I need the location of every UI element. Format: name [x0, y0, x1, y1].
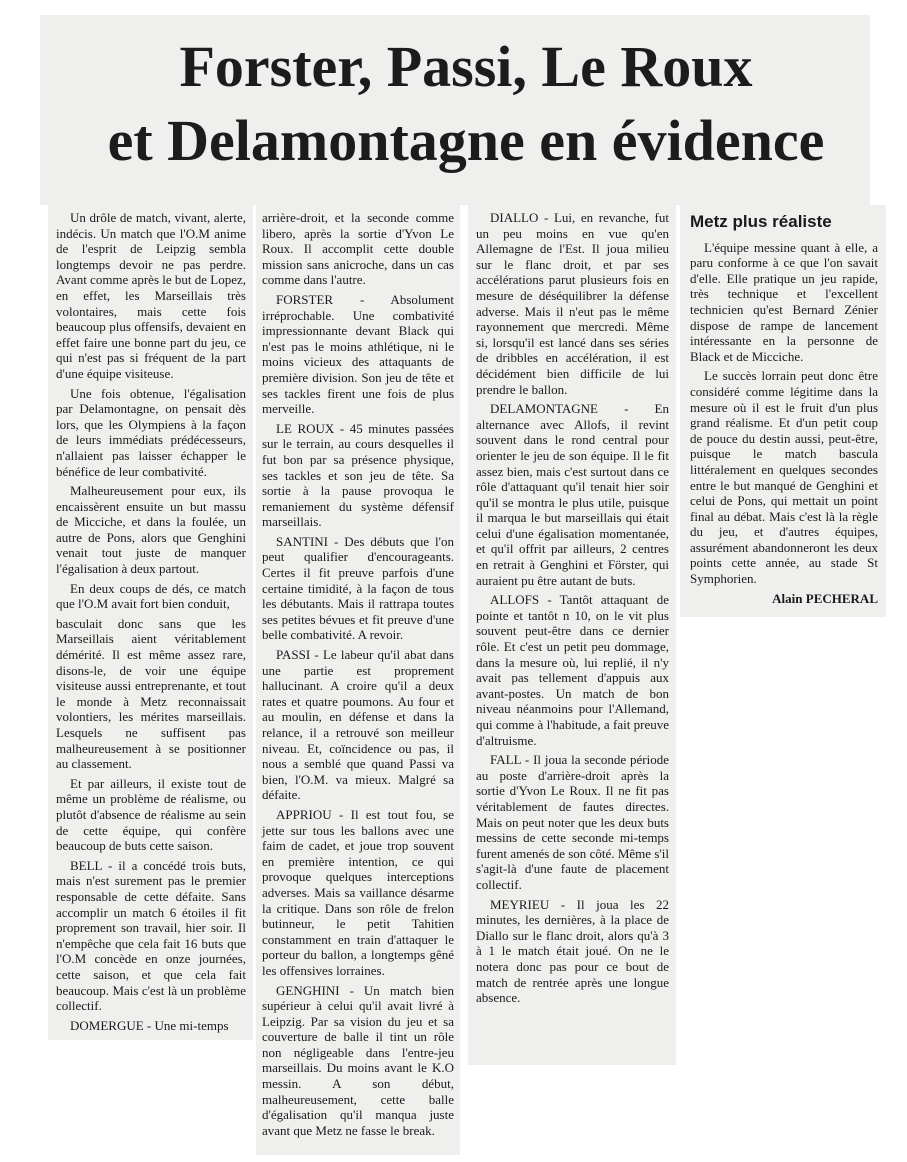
headline-line-2: et Delamontagne en évidence [107, 108, 825, 173]
paragraph: LE ROUX - 45 minutes passées sur le terrain, au cours desquelles il fut bon par sa présence physique, ses tackles et son jeu de tête. Sa sortie à la pause provoqua le remaniement du système défensif marseillais. [262, 420, 454, 530]
paragraph: Un drôle de match, vivant, alerte, indécis. Un match que l'O.M anime de l'esprit de Leipzig sembla longtemps devoir ne pas perdre. Avant comme après le but de Lopez, en effet, les Marseillais très volontaires, mais cette fois beaucoup plus offensifs, devaient en effet faire une bonne part du jeu, ce qui n'est pas si fréquent de la part d'une équipe visiteuse. [56, 210, 246, 381]
paragraph: arrière-droit, et la seconde comme libero, après la sortie d'Yvon Le Roux. Il accomplit cette double mission sans anicroche, dans un cas comme dans l'autre. [262, 210, 454, 288]
paragraph: MEYRIEU - Il joua les 22 minutes, les dernières, à la place de Diallo sur le flanc droit, alors qu'à 3 à 1 le match était joué. On ne le notera donc pas pour ce bout de match de rentrée après une longue absence. [476, 896, 669, 1006]
paragraph: Et par ailleurs, il existe tout de même un problème de réalisme, ou plutôt d'absence de réalisme au sein de cette équipe, qui confère beaucoup de buts cette saison. [56, 775, 246, 854]
paragraph: GENGHINI - Un match bien supérieur à celui qu'il avait livré à Leipzig. Par sa vision du jeu et sa couverture de balle il tint un rôle non négligeable dans l'entre-jeu marseillais. Du moins avant le K.O messin. A son début, malheureusement, cette balle d'égalisation qu'il manqua juste avant que Metz ne fasse le break. [262, 982, 454, 1138]
headline-line-1: Forster, Passi, Le Roux [179, 34, 753, 99]
paragraph: Malheureusement pour eux, ils encaissèrent ensuite un but massu de Micciche, et dans la foulée, un autre de Pons, alors que Genghini venait tout juste de manquer l'égalisation à deux partout. [56, 483, 246, 577]
paragraph: PASSI - Le labeur qu'il abat dans une partie est proprement hallucinant. A croire qu'il a deux rates et quatre poumons. Au four et au moulin, en défense et dans la relance, il a retrouvé son meilleur niveau. Et, coïncidence ou pas, il nous a semblé que quand Passi va bien, l'O.M. va mieux. Malgré sa défaite. [262, 647, 454, 803]
paragraph: FALL - Il joua la seconde période au poste d'arrière-droit après la sortie d'Yvon Le Roux. Il ne fit pas véritablement de fautes directes. Mais on peut noter que les deux buts messins de cette seconde mi-temps furent amenés de son côté. Même s'il s'agit-là d'une faute de placement collectif. [476, 752, 669, 892]
paragraph: Une fois obtenue, l'égalisation par Delamontagne, on pensait dès lors, que les Olympiens à la façon de leurs immédiats prédécesseurs, n'allaient pas laisser échapper le bénéfice de leur combativité. [56, 385, 246, 479]
paragraph: BELL - il a concédé trois buts, mais n'est surement pas le premier responsable de cette défaite. Sans accomplir un match 6 étoiles il fit proprement son travail, hier soir. Il n'empêche que cela fait 16 buts que l'O.M concède en onze journées, cette saison, et que cela fait beaucoup. Mais c'est là un problème collectif. [56, 857, 246, 1014]
paragraph: FORSTER - Absolument irréprochable. Une combativité impressionnante devant Black qui n'est pas le moins athlétique, ni le moins vicieux des attaquants de première division. Son jeu de tête et ses tackles firent une fois de plus merveille. [262, 291, 454, 417]
paragraph: SANTINI - Des débuts que l'on peut qualifier d'encourageants. Certes il fit preuve parfois d'une certaine timidité, à la façon de tous les débutants. Mais il rattrapa toutes ses petites bévues et fit preuve d'une belle combativité. A revoir. [262, 533, 454, 643]
article-column-2 [262, 210, 454, 1142]
paragraph: APPRIOU - Il est tout fou, se jette sur tous les ballons avec une faim de cadet, et joue trop souvent en première intention, ce qui provoque quelques interceptions adverses. Mais sa vaillance désarme la critique. Dans son rôle de frelon butinneur, le petit Tahitien constamment en train d'attaquer le porteur du ballon, a longtemps gêné les offensives lorraines. [262, 806, 454, 978]
headline [56, 30, 876, 200]
paragraph: DOMERGUE - Une mi-temps [70, 1017, 229, 1033]
paragraph: En deux coups de dés, ce match que l'O.M avait fort bien conduit, [56, 580, 246, 612]
paragraph: ALLOFS - Tantôt attaquant de pointe et tantôt n 10, on le vit plus souvent peut-être dans ce dernier rôle. Et c'est un petit peu dommage, dans la mesure où, lui replié, il n'y avait pas tellement d'appuis aux avant-postes. Un match de bon niveau néanmoins pour l'Allemand, qui comme à l'habitude, a fait preuve d'altruisme. [476, 592, 669, 748]
paragraph: basculait donc sans que les Marseillais aient véritablement démérité. Il est même assez rare, disons-le, de voir une équipe visiteuse aussi entreprenante, et tout le monde à Metz reconnaissait volontiers, les mérites marseillais. Lesquels ne suffisent pas malheureusement à se positionner au classement. [56, 615, 246, 772]
article-column-3 [476, 210, 669, 1010]
sidebar-paragraph: Le succès lorrain peut donc être considéré comme légitime dans la mesure où il est le fruit d'un plus grand réalisme. Et d'un petit coup de pouce du destin aussi, peut-être, puisque le match bascula littéralement en quelques secondes entre le but manqué de Genghini et celui de Pons, qui mettait un point final au débat. Mais c'est là la règle du jeu, et d'autres équipes, assurément abandonneront les deux points cette année, au stade St Symphorien. [690, 368, 878, 587]
paragraph: DIALLO - Lui, en revanche, fut un peu moins en vue qu'en Allemagne de l'Est. Il joua milieu sur le flanc droit, et par ses accélérations parut plusieurs fois en mesure de déséquilibrer la défense adverse. Mais il n'eut pas le même rayonnement que mercredi. Même si, lorsqu'il est lancé dans ses séries de dribbles en accélération, il est décidément bien difficile de lui prendre le ballon. [476, 210, 669, 397]
sidebar-box [690, 212, 878, 606]
sidebar-title: Metz plus réaliste [690, 212, 832, 231]
author-signature: Alain PECHERAL [772, 590, 878, 606]
sidebar-paragraph: L'équipe messine quant à elle, a paru conforme à ce que l'on savait d'elle. Elle pratique un jeu rapide, très technique et l'excellent technicien qu'est Bernard Zénier dispose de rampe de lancement intéressante en la personne de Black et de Micciche. [690, 239, 878, 364]
paragraph: DELAMONTAGNE - En alternance avec Allofs, il revint souvent dans le rond central pour orienter le jeu de son équipe. Il le fit assez bien, mais c'est surtout dans ce rôle d'attaquant qu'il tenait hier soir qu'il se montra le plus utile, puisque il marqua le but marseillais qui était celui d'une égalisation momentanée, et qu'il offrit par ailleurs, 2 centres en retrait à Genghini et Förster, qui auraient pu être autant de buts. [476, 401, 669, 588]
article-column-1 [56, 210, 246, 1037]
